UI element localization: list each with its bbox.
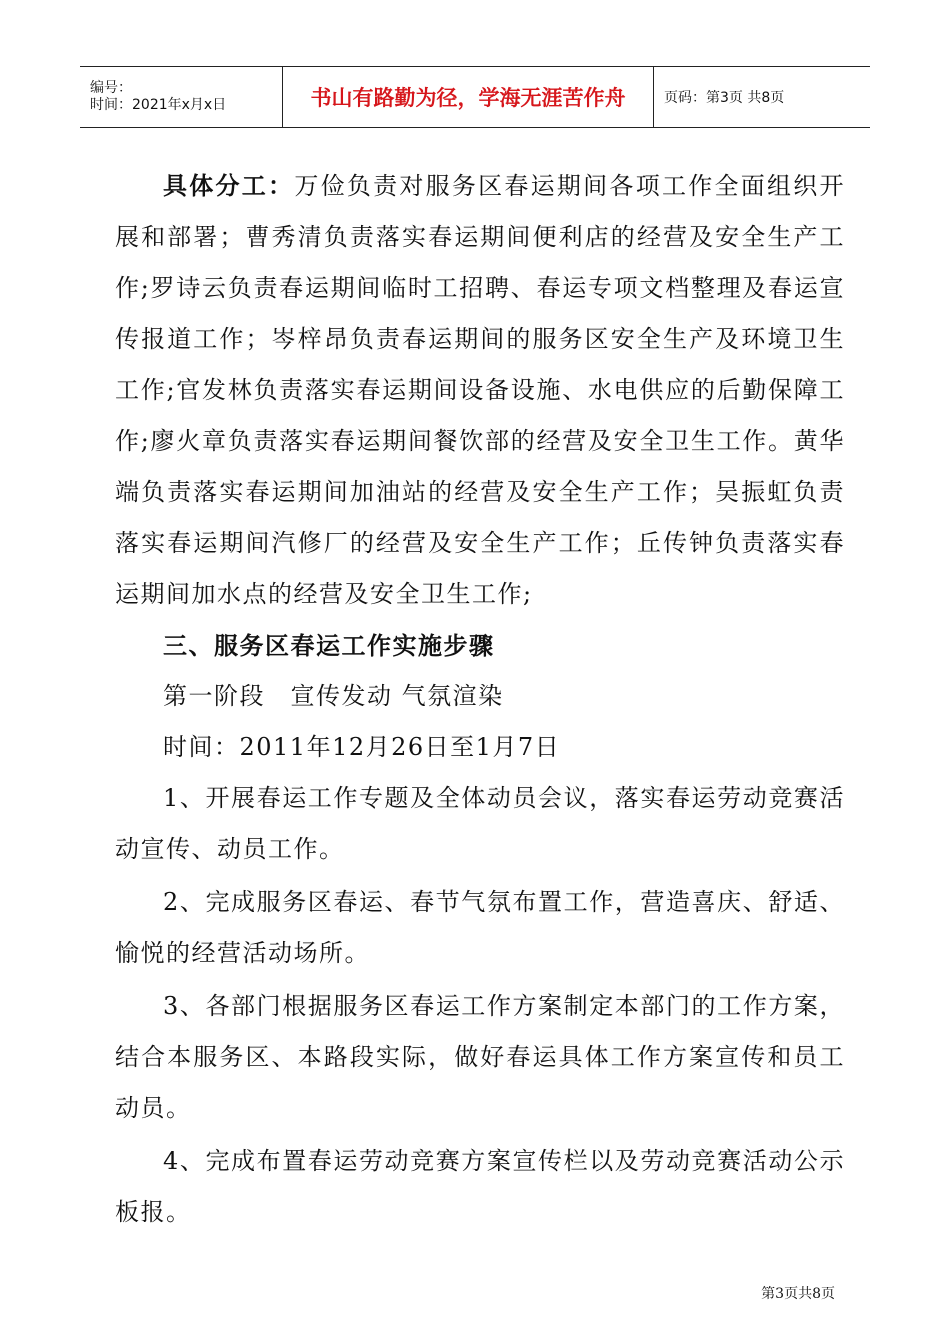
page-header: [80, 66, 870, 128]
list-item: 1、开展春运工作专题及全体动员会议，落实春运劳动竞赛活动宣传、动员工作。: [115, 784, 845, 863]
division-paragraph: [115, 160, 845, 620]
document-date: 时间：2021年x月x日: [90, 97, 227, 113]
division-text: 万俭负责对服务区春运期间各项工作全面组织开展和部署；曹秀清负责落实春运期间便利店的经营及安全生产工作;罗诗云负责春运期间临时工招聘、春运专项文档整理及春运宣传报道工作；岑梓昂负责春运期间的服务区安全生产及环境卫生工作;官发林负责落实春运期间设备设施、水电供应的后勤保障工作;廖火章负责落实春运期间餐饮部的经营及安全卫生工作。黄华端负责落实春运期间加油站的经营及安全生产工作；吴振虹负责落实春运期间汽修厂的经营及安全生产工作；丘传钟负责落实春运期间加水点的经营及安全卫生工作;: [115, 172, 846, 608]
header-meta: [80, 67, 282, 127]
document-body: [115, 160, 845, 1238]
document-number-label: 编号：: [90, 80, 132, 96]
time-line: 时间：2011年12月26日至1月7日: [163, 733, 561, 761]
list-item: 3、各部门根据服务区春运工作方案制定本部门的工作方案，结合本服务区、本路段实际，做好春运具体工作方案宣传和员工动员。: [115, 992, 845, 1122]
page-footer: 第3页共8页: [761, 1286, 835, 1302]
division-heading: 具体分工：: [163, 171, 295, 200]
header-motto: 书山有路勤为径，学海无涯苦作舟: [282, 67, 654, 127]
list-item: 2、完成服务区春运、春节气氛布置工作，营造喜庆、舒适、愉悦的经营活动场所。: [115, 888, 845, 967]
stage-title: 第一阶段 宣传发动 气氛渲染: [163, 682, 504, 710]
section-title: 三、服务区春运工作实施步骤: [163, 631, 495, 660]
header-page-info: 页码：第3页 共8页: [664, 90, 785, 106]
list-item: 4、完成布置春运劳动竞赛方案宣传栏以及劳动竞赛活动公示板报。: [115, 1147, 845, 1226]
